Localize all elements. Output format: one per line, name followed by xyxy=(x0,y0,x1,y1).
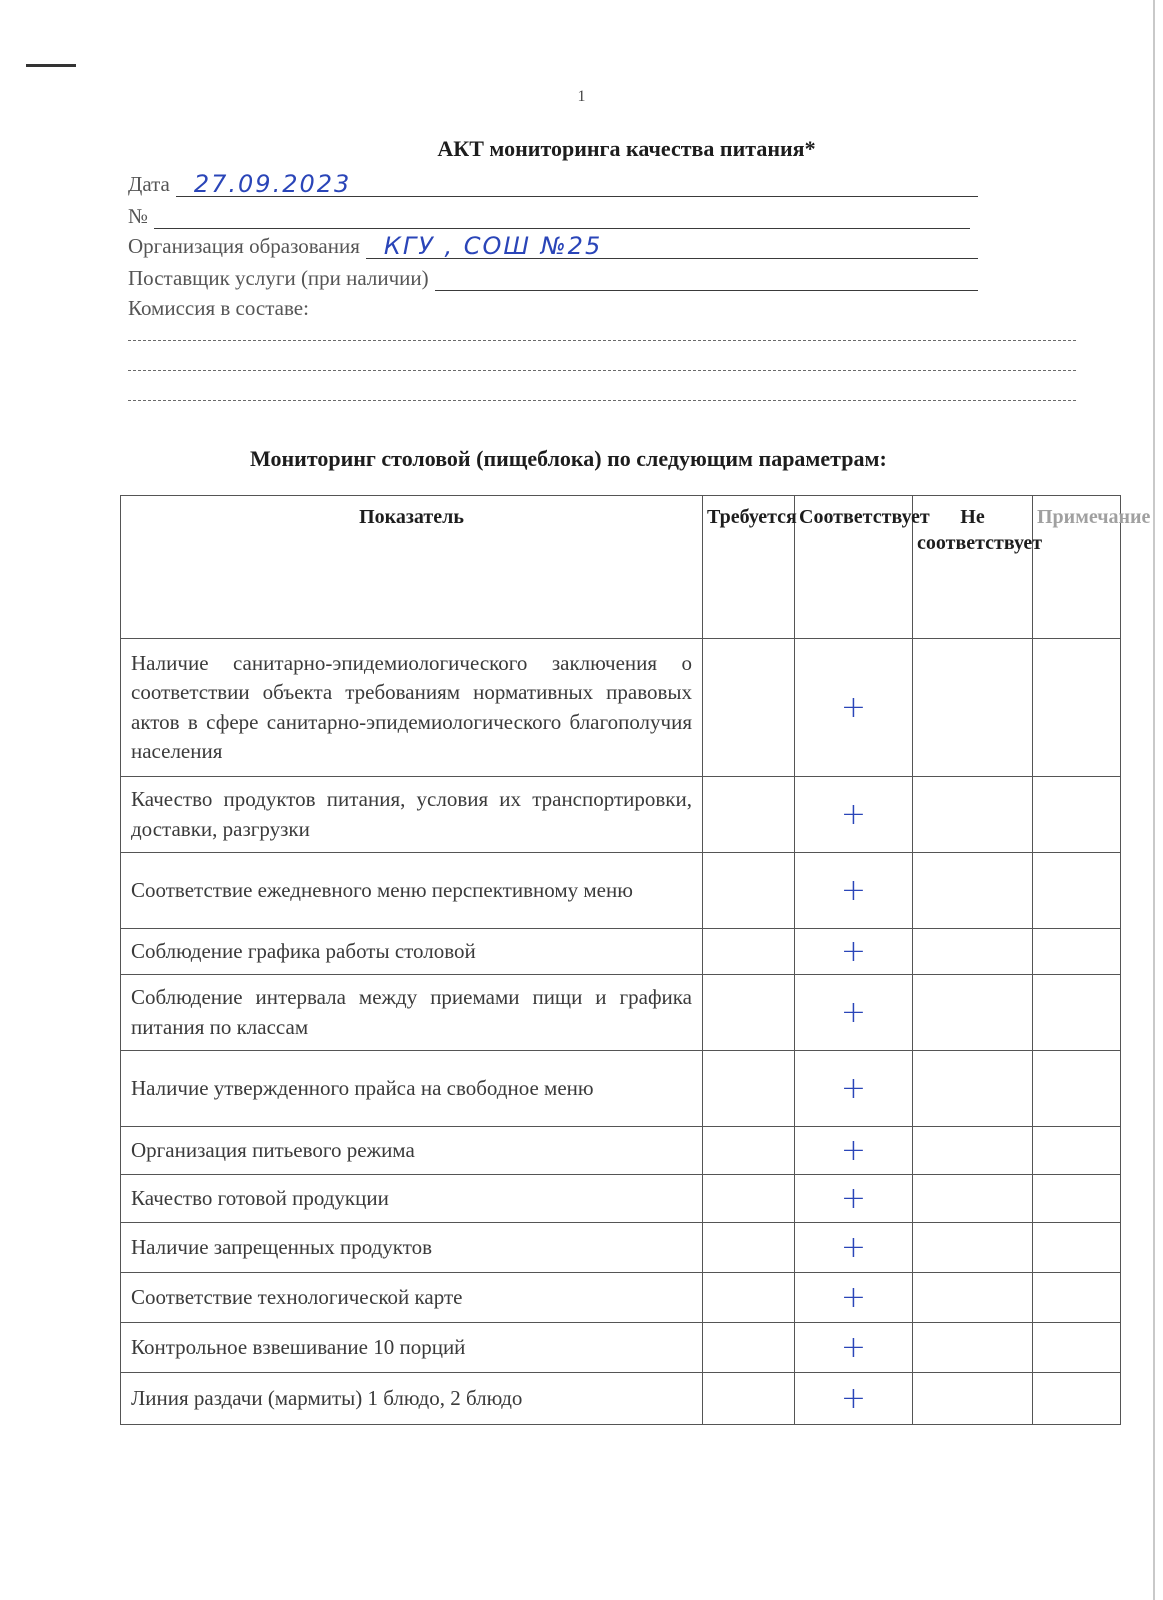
table-row xyxy=(121,929,1121,975)
note-cell xyxy=(1033,639,1121,777)
organization-label: Организация образования xyxy=(128,234,360,258)
required-cell xyxy=(703,639,795,777)
note-cell xyxy=(1033,975,1121,1051)
note-cell xyxy=(1033,1273,1121,1323)
indicator-cell: Наличие санитарно-эпидемиологического заключения о соответствии объекта требованиям нормативных правовых актов в сфере санитарно-эпидемиологического благополучия населения xyxy=(121,639,703,777)
table-row xyxy=(121,1323,1121,1373)
required-cell xyxy=(703,1051,795,1127)
indicator-cell: Наличие утвержденного прайса на свободное меню xyxy=(121,1051,703,1127)
note-cell xyxy=(1033,1223,1121,1273)
note-cell xyxy=(1033,929,1121,975)
indicator-cell: Линия раздачи (мармиты) 1 блюдо, 2 блюдо xyxy=(121,1373,703,1425)
noncompliant-cell xyxy=(913,975,1033,1051)
table-row xyxy=(121,777,1121,853)
required-cell xyxy=(703,1223,795,1273)
table-row xyxy=(121,975,1121,1051)
indicator-cell: Качество продуктов питания, условия их транспортировки, доставки, разгрузки xyxy=(121,777,703,853)
supplier-field xyxy=(128,266,978,291)
supplier-label: Поставщик услуги (при наличии) xyxy=(128,266,429,290)
header-compliant: Соответствует xyxy=(795,496,913,639)
indicator-cell: Соответствие ежедневного меню перспективному меню xyxy=(121,853,703,929)
required-cell xyxy=(703,929,795,975)
organization-field xyxy=(128,234,978,259)
table-row xyxy=(121,1127,1121,1175)
date-value: 27.09.2023 xyxy=(193,170,352,198)
indicator-cell: Контрольное взвешивание 10 порций xyxy=(121,1323,703,1373)
scan-edge xyxy=(1153,0,1155,1600)
compliant-mark: + xyxy=(795,1127,913,1175)
note-cell xyxy=(1033,1323,1121,1373)
noncompliant-cell xyxy=(913,1127,1033,1175)
required-cell xyxy=(703,777,795,853)
indicator-cell: Соблюдение графика работы столовой xyxy=(121,929,703,975)
compliant-mark: + xyxy=(795,1273,913,1323)
section-title: Мониторинг столовой (пищеблока) по следующим параметрам: xyxy=(250,446,887,471)
note-cell xyxy=(1033,1051,1121,1127)
indicator-cell: Наличие запрещенных продуктов xyxy=(121,1223,703,1273)
table-header-row xyxy=(121,496,1121,639)
indicator-cell: Соответствие технологической карте xyxy=(121,1273,703,1323)
compliant-mark: + xyxy=(795,853,913,929)
table-row xyxy=(121,1051,1121,1127)
number-line xyxy=(154,208,970,229)
page-number: 1 xyxy=(577,88,586,105)
noncompliant-cell xyxy=(913,1223,1033,1273)
number-label: № xyxy=(128,204,149,228)
note-cell xyxy=(1033,853,1121,929)
note-cell xyxy=(1033,1373,1121,1425)
noncompliant-cell xyxy=(913,1373,1033,1425)
required-cell xyxy=(703,1175,795,1223)
supplier-line xyxy=(435,270,978,291)
table-row xyxy=(121,853,1121,929)
indicator-cell: Качество готовой продукции xyxy=(121,1175,703,1223)
commission-line-2 xyxy=(128,370,1076,371)
number-field xyxy=(128,204,970,229)
compliant-mark: + xyxy=(795,975,913,1051)
indicator-cell: Организация питьевого режима xyxy=(121,1127,703,1175)
noncompliant-cell xyxy=(913,929,1033,975)
required-cell xyxy=(703,1323,795,1373)
noncompliant-cell xyxy=(913,777,1033,853)
required-cell xyxy=(703,853,795,929)
compliant-mark: + xyxy=(795,777,913,853)
table-row xyxy=(121,1273,1121,1323)
header-indicator: Показатель xyxy=(121,496,703,639)
compliant-mark: + xyxy=(795,1051,913,1127)
organization-value: КГУ , СОШ №25 xyxy=(383,232,603,260)
required-cell xyxy=(703,1127,795,1175)
note-cell xyxy=(1033,777,1121,853)
noncompliant-cell xyxy=(913,1051,1033,1127)
noncompliant-cell xyxy=(913,853,1033,929)
indicator-cell: Соблюдение интервала между приемами пищи и графика питания по классам xyxy=(121,975,703,1051)
noncompliant-cell xyxy=(913,639,1033,777)
required-cell xyxy=(703,975,795,1051)
date-line xyxy=(176,170,978,198)
table-row xyxy=(121,1373,1121,1425)
compliant-mark: + xyxy=(795,1373,913,1425)
table-row xyxy=(121,639,1121,777)
noncompliant-cell xyxy=(913,1273,1033,1323)
note-cell xyxy=(1033,1127,1121,1175)
note-cell xyxy=(1033,1175,1121,1223)
required-cell xyxy=(703,1373,795,1425)
noncompliant-cell xyxy=(913,1175,1033,1223)
date-label: Дата xyxy=(128,172,170,196)
table-row xyxy=(121,1175,1121,1223)
compliant-mark: + xyxy=(795,639,913,777)
header-required: Требуется xyxy=(703,496,795,639)
monitoring-table xyxy=(120,495,1151,1425)
commission-label: Комиссия в составе: xyxy=(128,296,309,320)
header-note: Примечание xyxy=(1033,496,1121,639)
organization-line xyxy=(366,232,978,260)
date-field xyxy=(128,172,978,197)
required-cell xyxy=(703,1273,795,1323)
header-noncompliant: Не соответствует xyxy=(913,496,1033,639)
document-title: АКТ мониторинга качества питания* xyxy=(437,136,816,161)
noncompliant-cell xyxy=(913,1323,1033,1373)
commission-line-1 xyxy=(128,340,1076,341)
table-row xyxy=(121,1223,1121,1273)
commission-field xyxy=(128,296,315,321)
compliant-mark: + xyxy=(795,929,913,975)
corner-mark xyxy=(26,64,76,67)
compliant-mark: + xyxy=(795,1323,913,1373)
compliant-mark: + xyxy=(795,1223,913,1273)
commission-line-3 xyxy=(128,400,1076,401)
compliant-mark: + xyxy=(795,1175,913,1223)
